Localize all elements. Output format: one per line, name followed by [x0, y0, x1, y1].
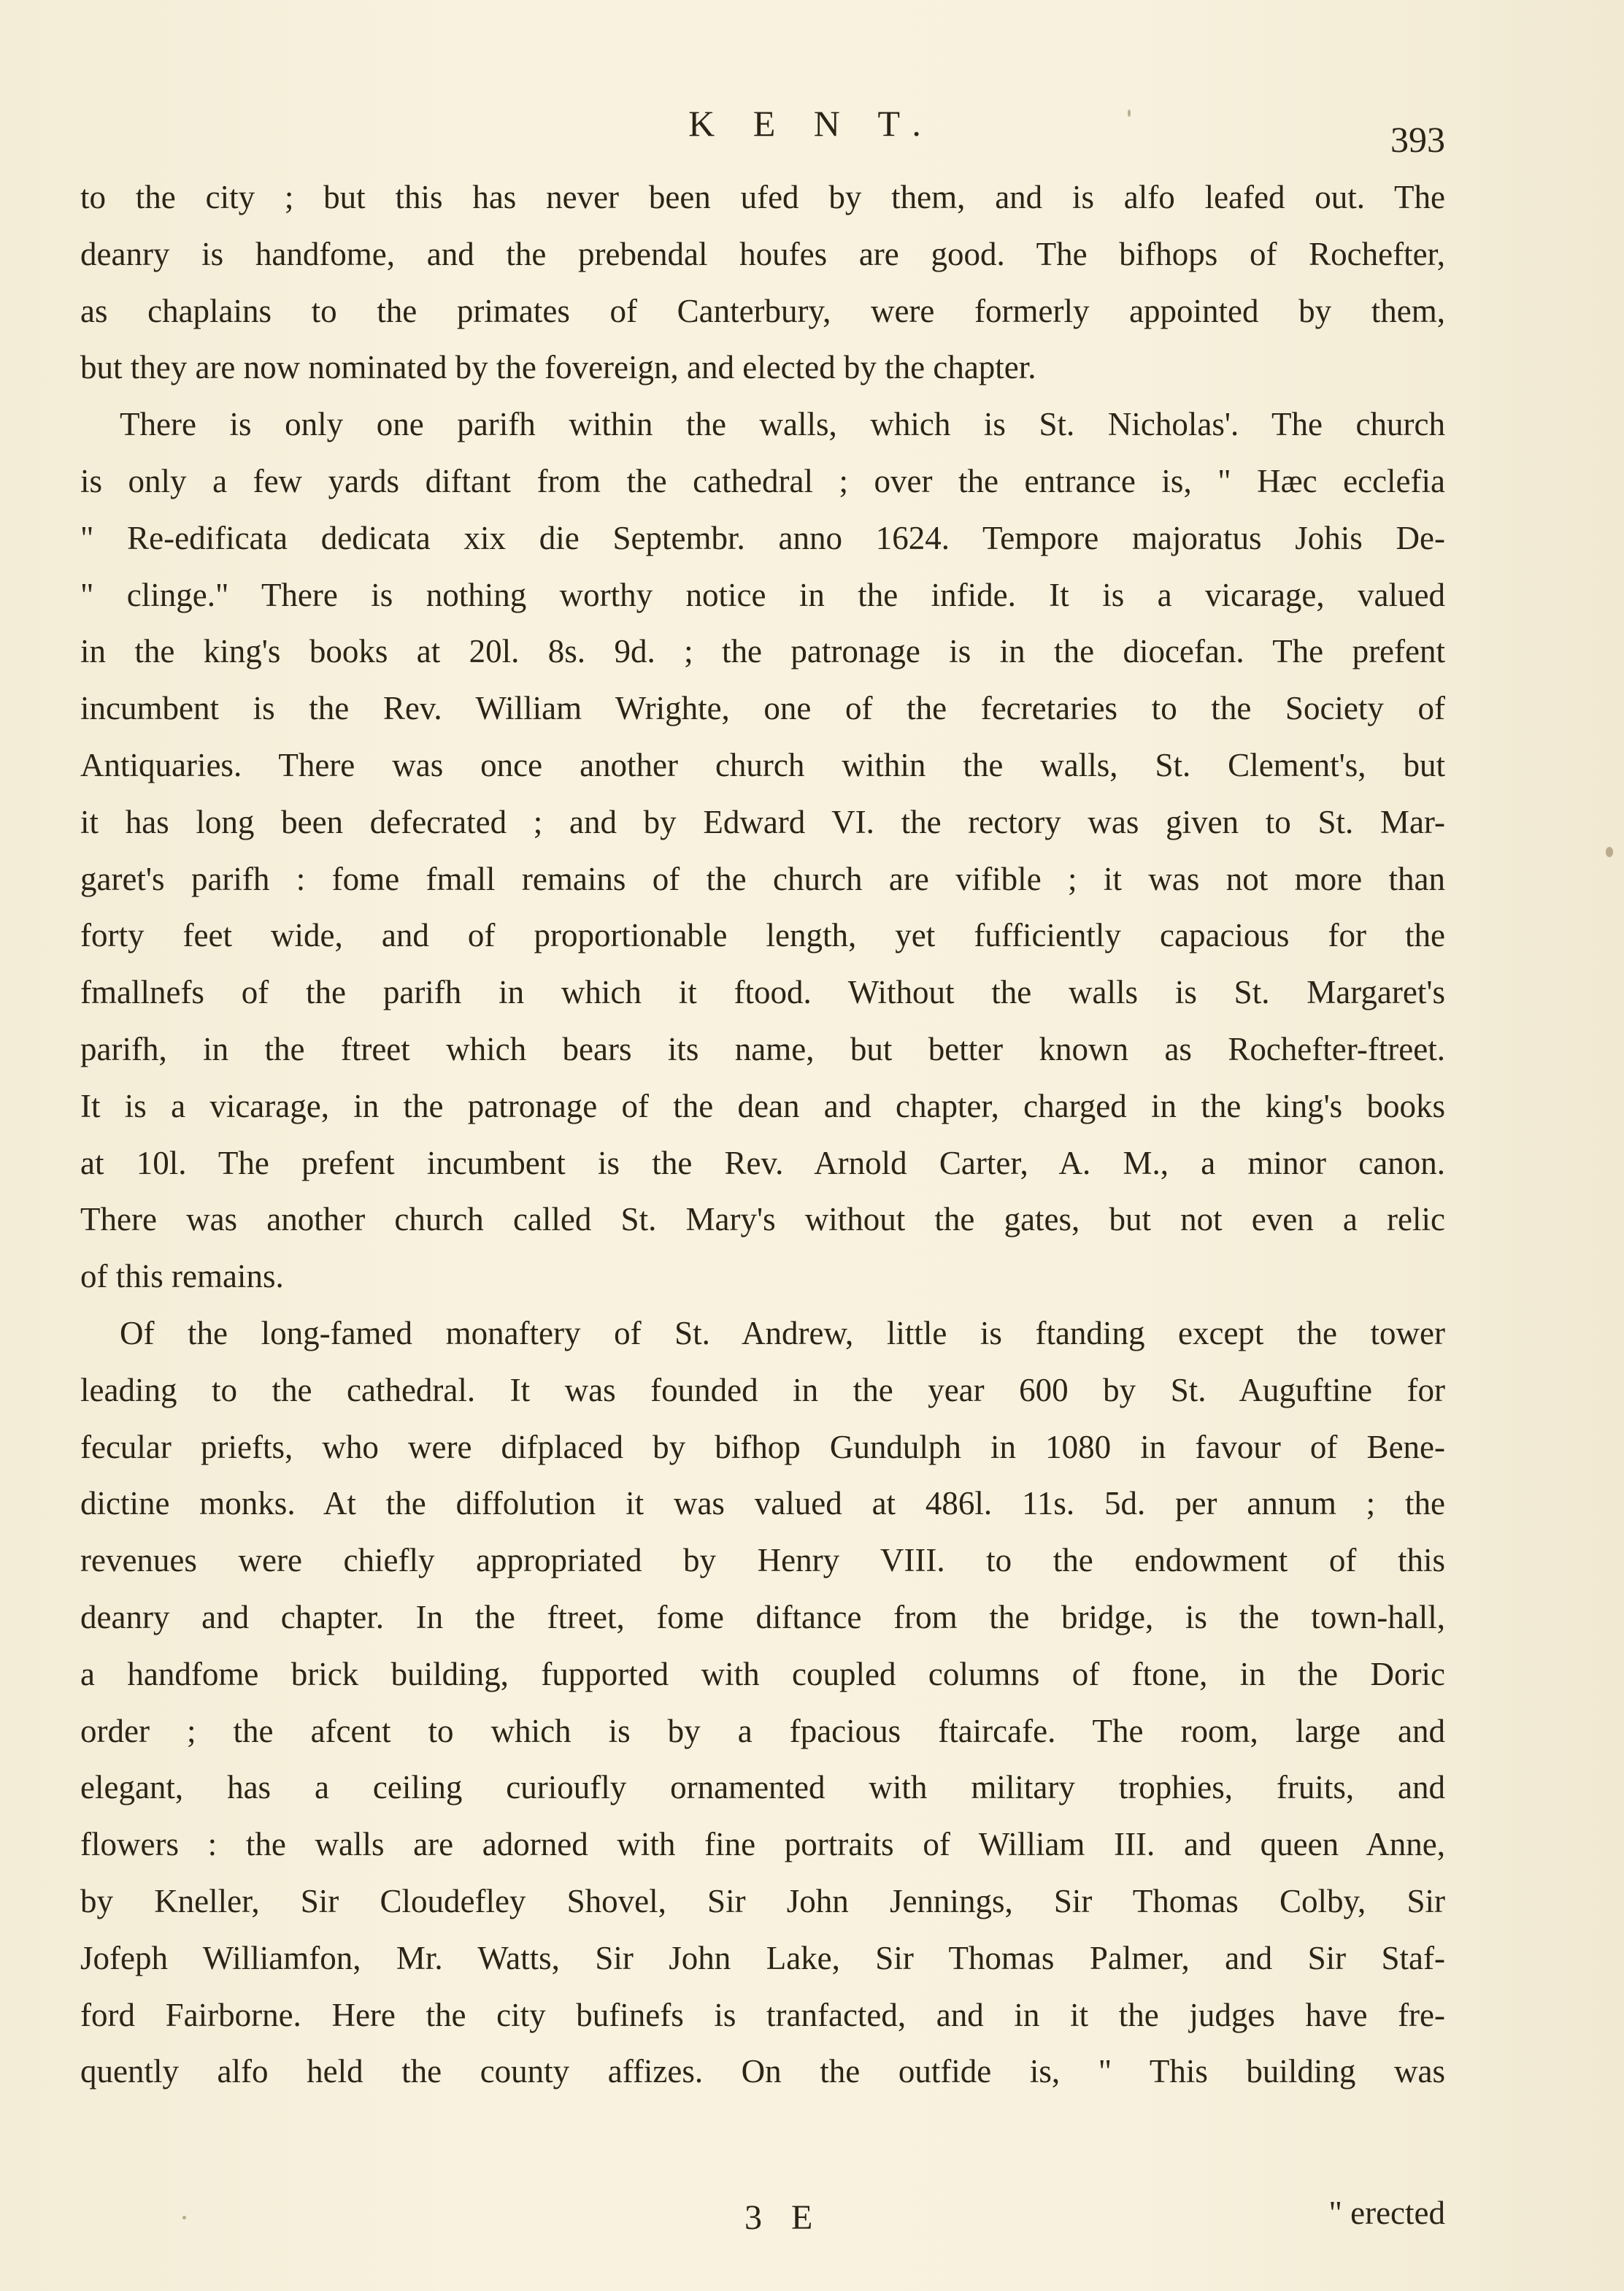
body-text — [80, 169, 1445, 2100]
text-line: is only a few yards diftant from the cathedral ; over the entrance is, " Hæc ecclefia — [80, 462, 1445, 499]
text-line: parifh, in the ftreet which bears its name, but better known as Rochefter-ftreet. — [80, 1030, 1445, 1067]
catchword: " erected — [1328, 2195, 1445, 2231]
text-line: revenues were chiefly appropriated by Henry VIII. to the endowment of this — [80, 1542, 1445, 1579]
text-line: in the king's books at 20l. 8s. 9d. ; the patronage is in the diocefan. The prefent — [80, 633, 1445, 670]
text-line: There was another church called St. Mary's without the gates, but not even a relic — [80, 1201, 1445, 1238]
text-line: dictine monks. At the diffolution it was valued at 486l. 11s. 5d. per annum ; the — [80, 1485, 1445, 1522]
text-line: quently alfo held the county affizes. On the outfide is, " This building was — [80, 2053, 1445, 2090]
text-line: Antiquaries. There was once another church within the walls, St. Clement's, but — [80, 746, 1445, 783]
text-line: fmallnefs of the parifh in which it ftood. Without the walls is St. Margaret's — [80, 974, 1445, 1011]
text-line: of this remains. — [80, 1258, 284, 1295]
text-line: ford Fairborne. Here the city bufinefs is tranfacted, and in it the judges have fre- — [80, 1996, 1445, 2033]
text-line: garet's parifh : fome fmall remains of the church are vifible ; it was not more than — [80, 860, 1445, 897]
text-line: " clinge." There is nothing worthy notice in the infide. It is a vicarage, valued — [80, 576, 1445, 613]
signature-mark: 3 E — [744, 2198, 823, 2237]
text-line: " Re-edificata dedicata xix die Septembr. anno 1624. Tempore majoratus Johis De- — [80, 519, 1445, 556]
text-line: There is only one parifh within the walls, which is St. Nicholas'. The church — [120, 406, 1445, 443]
text-line: it has long been defecrated ; and by Edward VI. the rectory was given to St. Mar- — [80, 803, 1445, 840]
paper-speck — [1606, 847, 1613, 857]
text-line: fecular priefts, who were difplaced by bifhop Gundulph in 1080 in favour of Bene- — [80, 1428, 1445, 1465]
text-line: by Kneller, Sir Cloudefley Shovel, Sir John Jennings, Sir Thomas Colby, Sir — [80, 1882, 1445, 1919]
text-line: at 10l. The prefent incumbent is the Rev. Arnold Carter, A. M., a minor canon. — [80, 1144, 1445, 1181]
text-line: a handfome brick building, fupported with coupled columns of ftone, in the Doric — [80, 1655, 1445, 1692]
paper-speck — [182, 2216, 186, 2219]
text-line: Jofeph Williamfon, Mr. Watts, Sir John Lake, Sir Thomas Palmer, and Sir Staf- — [80, 1939, 1445, 1976]
page-number: 393 — [1390, 119, 1445, 160]
text-line: elegant, has a ceiling curioufly ornamented with military trophies, fruits, and — [80, 1769, 1445, 1806]
text-line: leading to the cathedral. It was founded in the year 600 by St. Auguftine for — [80, 1371, 1445, 1408]
text-line: Of the long-famed monaftery of St. Andrew, little is ftanding except the tower — [120, 1314, 1445, 1351]
text-line: as chaplains to the primates of Canterbury, were formerly appointed by them, — [80, 292, 1445, 329]
text-line: flowers : the walls are adorned with fine portraits of William III. and queen Anne, — [80, 1826, 1445, 1863]
text-line: deanry is handfome, and the prebendal houfes are good. The bifhops of Rochefter, — [80, 235, 1445, 272]
paper-speck — [1128, 110, 1131, 117]
text-line: deanry and chapter. In the ftreet, fome diftance from the bridge, is the town-hall, — [80, 1598, 1445, 1635]
text-line: incumbent is the Rev. William Wrighte, one of the fecretaries to the Society of — [80, 690, 1445, 727]
text-line: but they are now nominated by the fovereign, and elected by the chapter. — [80, 349, 1036, 386]
text-line: forty feet wide, and of proportionable length, yet fufficiently capacious for the — [80, 917, 1445, 954]
text-line: order ; the afcent to which is by a fpacious ftaircafe. The room, large and — [80, 1712, 1445, 1749]
running-head: K E N T. — [688, 103, 936, 144]
text-line: to the city ; but this has never been ufed by them, and is alfo leafed out. The — [80, 179, 1445, 215]
text-line: It is a vicarage, in the patronage of the dean and chapter, charged in the king's books — [80, 1087, 1445, 1124]
